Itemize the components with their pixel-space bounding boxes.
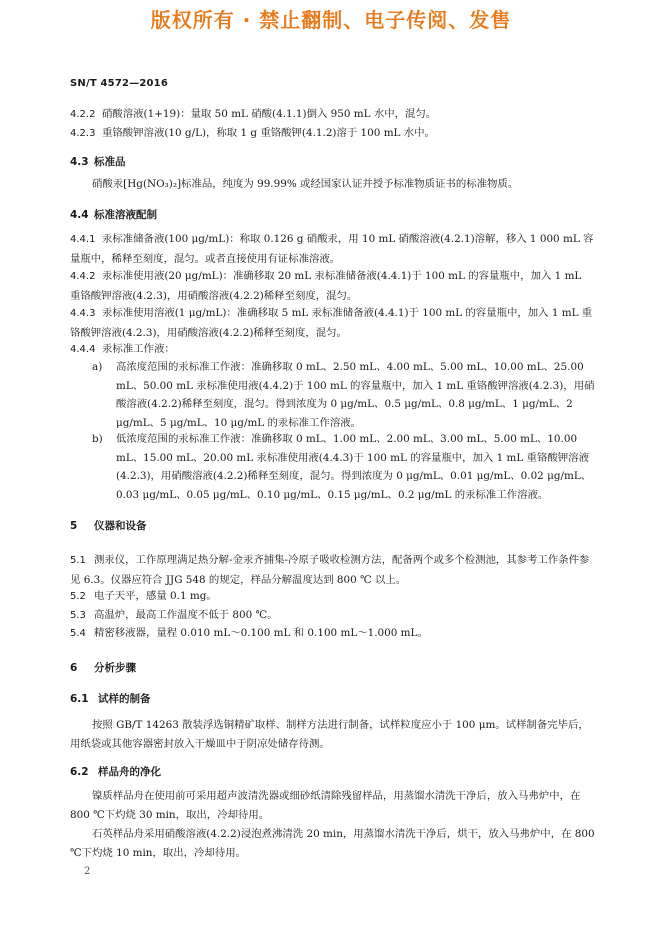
section-heading-4-3 [70,152,595,172]
section-number: 6.2 [70,766,89,778]
clause-text: 汞标准使用溶液(1 μg/mL)：准确移取 5 mL 汞标准储备液(4.4.1)于 100 mL 的容量瓶中，加入 1 mL 重铬酸钾溶液(4.2.3)，用硝酸溶液(4.2.2)稀释至刻度，混匀。 [70,307,593,339]
section-title: 分析步骤 [94,662,136,674]
section-title: 样品舟的净化 [98,766,161,778]
clause-number: 4.4.2 [70,271,96,282]
clause-5-2 [70,586,595,607]
list-marker: b) [92,433,103,445]
section-heading-6 [70,658,595,678]
clause-4-4-4 [70,339,595,360]
list-marker: a) [92,361,103,373]
clause-4-2-2 [70,104,595,125]
clause-text: 精密移液器，量程 0.010 mL～0.100 mL 和 0.100 mL～1.000 mL。 [94,627,428,639]
clause-4-4-2 [70,267,595,305]
section-heading-6-2 [70,762,595,782]
list-item-b [92,430,595,504]
section-number: 4.4 [70,209,89,221]
list-item-text: 高浓度范围的汞标准工作液：准确移取 0 mL、2.50 mL、4.00 mL、5.00 mL、10.00 mL、25.00 mL、50.00 mL 汞标准使用液(4.4.2)于 100 mL 的容量瓶中，加入 1 mL 重铬酸钾溶液(4.2.3)，用硝酸溶液(4.2.2)稀释至刻度，混匀。得到浓度为 0 μg/mL、0.5 μg/mL、0.8 μg/mL、1 μg/mL、2 μg/mL、5 μg/mL、10 μg/mL 的汞标准工作溶液。 [116,361,595,429]
clause-text: 重铬酸钾溶液(10 g/L)，称取 1 g 重铬酸钾(4.1.2)溶于 100 mL 水中。 [102,127,435,139]
list-item-a [92,358,595,432]
clause-number: 4.4.3 [70,308,96,319]
paragraph-4-3: 硝酸汞[Hg(NO₃)₂]标准品，纯度为 99.99% 或经国家认证并授予标准物质证书的标准物质。 [92,178,519,190]
clause-text: 汞标准工作液： [102,343,175,355]
section-heading-4-4 [70,205,595,225]
clause-5-4 [70,623,595,644]
standard-code: SN/T 4572—2016 [70,78,168,89]
clause-text: 测汞仪，工作原理满足热分解-金汞齐捕集-冷原子吸收检测方法，配备两个或多个检测池，其参考工作条件参见 6.3。仪器应符合 JJG 548 的规定，样品分解温度达到 800 ℃ 以上。 [70,554,590,586]
section-title: 仪器和设备 [94,520,147,532]
clause-text: 电子天平，感量 0.1 mg。 [94,590,217,602]
section-heading-5 [70,516,595,536]
clause-number: 4.2.2 [70,109,96,120]
clause-4-2-3 [70,123,595,144]
section-title: 标准品 [94,156,126,168]
clause-number: 4.2.3 [70,128,96,139]
paragraph-6-2-quartz: 石英样品舟采用硝酸溶液(4.2.2)浸泡煮沸清洗 20 min，用蒸馏水清洗干净后，烘干，放入马弗炉中，在 800 ℃下灼烧 10 min，取出，冷却待用。 [70,828,595,859]
clause-4-4-1 [70,230,595,268]
clause-5-1 [70,551,595,589]
section-number: 6 [70,662,78,674]
clause-number: 5.4 [70,628,86,639]
clause-number: 5.3 [70,610,86,621]
section-number: 4.3 [70,156,89,168]
clause-text: 汞标准储备液(100 μg/mL)：称取 0.126 g 硝酸汞，用 10 mL 硝酸溶液(4.2.1)溶解，移入 1 000 mL 容量瓶中，稀释至刻度，混匀。或者直接使用有证标准溶液。 [70,233,594,265]
clause-number: 4.4.4 [70,344,96,355]
section-number: 5 [70,520,78,532]
list-item-text: 低浓度范围的汞标准工作液：准确移取 0 mL、1.00 mL、2.00 mL、3.00 mL、5.00 mL、10.00 mL、15.00 mL、20.00 mL 汞标准使用液(4.4.3)于 100 mL 的容量瓶中，加入 1 mL 重铬酸钾溶液(4.2.3)，用硝酸溶液(4.2.2)稀释至刻度，混匀。得到浓度为 0 μg/mL、0.01 μg/mL、0.02 μg/mL、0.03 μg/mL、0.05 μg/mL、0.10 μg/mL、0.15 μg/mL、0.2 μg/mL 的汞标准工作溶液。 [116,433,592,501]
clause-text: 汞标准使用液(20 μg/mL)：准确移取 20 mL 汞标准储备液(4.4.1)于 100 mL 的容量瓶中，加入 1 mL 重铬酸钾溶液(4.2.3)，用硝酸溶液(4.2.2)稀释至刻度，混匀。 [70,270,582,302]
clause-number: 4.4.1 [70,234,96,245]
clause-4-4-3 [70,304,595,342]
clause-text: 高温炉，最高工作温度不低于 800 ℃。 [94,609,278,621]
clause-text: 硝酸溶液(1+19)：量取 50 mL 硝酸(4.1.1)倒入 950 mL 水中，混匀。 [102,108,437,120]
clause-number: 5.2 [70,591,86,602]
paragraph-6-1: 按照 GB/T 14263 散装浮选铜精矿取样、制样方法进行制备，试样粒度应小于 100 μm。试样制备完毕后，用纸袋或其他容器密封放入干燥皿中于阴凉处储存待测。 [70,719,589,750]
copyright-banner: 版权所有 · 禁止翻制、电子传阅、发售 [150,8,512,32]
paragraph-6-2-nickel: 镍质样品舟在使用前可采用超声波清洗器或细砂纸清除残留样品，用蒸馏水清洗干净后，放入马弗炉中，在 800 ℃下灼烧 30 min，取出，冷却待用。 [70,790,581,821]
section-number: 6.1 [70,693,89,705]
page-number: 2 [84,866,91,877]
section-title: 试样的制备 [98,693,151,705]
clause-number: 5.1 [70,555,86,566]
section-title: 标准溶液配制 [94,209,157,221]
section-heading-6-1 [70,689,595,709]
